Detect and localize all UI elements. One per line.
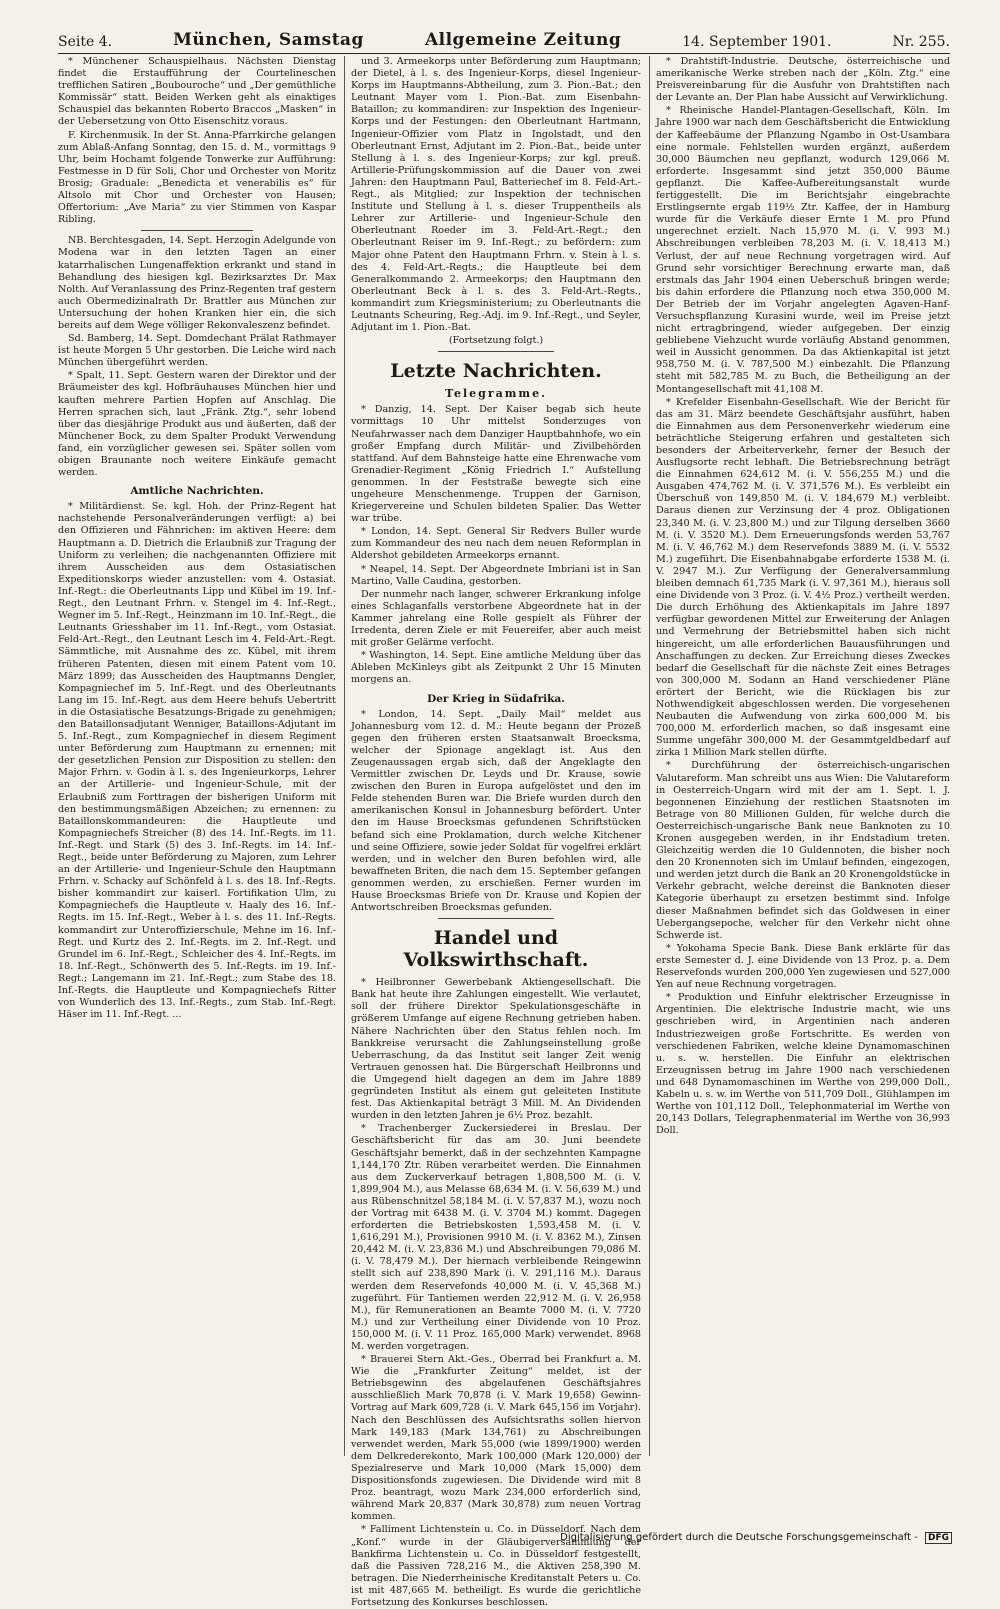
article: und 3. Armeekorps unter Beförderung zum Hauptmann; der Dietel, à l. s. des Ingenieur-Korps, diesel Ingenieur-Korps im Hauptmanns-Abtheilung, zum 3. Pion.-Bat.; den Leutnant Mayer vom 1. Pion.-Bat. zum Eisenbahn-Bataillon; zu kommandiren: zur Inspektion des Ingenieur-Korps und der Festungen: den Oberleutnant Hartmann, Ingenieur-Offizier vom Platz in Ingolstadt, und den Oberleutnant Ernst, Adjutant im 2. Pion.-Bat., beide unter Stellung à l. s. des Ingenieur-Korps; zur kgl. preuß. Artillerie-Prüfungskommission auf die Dauer von zwei Jahren: den Hauptmann Paul, Batteriechef im 8. Feld-Art.-Regt., als Mitglied; zur Inspektion der technischen Institute und Stellung à l. s. dieser Truppentheils als Lehrer zur Artillerie- und Ingenieur-Schule den Oberleutnant Roeder im 3. Feld-Art.-Regt.; den Oberleutnant Reiser im 9. Inf.-Regt.; zu befördern: zum Major ohne Patent den Hauptmann Frhrn. v. Stein à l. s. des 4. Feld-Art.-Regts.; die Hauptleute bei dem Generalkommando 2. Armeekorps; den Hauptmann den Oberleutnant Beck à l. s. des 3. Feld-Art.-Regts., kommandirt zum Kriegsministerium; zu Oberleutnants die Leutnants Scheuring, Reg.-Adj. im 9. Inf.-Regt., und Seyler, Adjutant im 1. Pion.-Bat. <box>351 56 641 334</box>
page-number: Seite 4. <box>58 34 113 50</box>
article: * Militärdienst. Se. kgl. Hoh. der Prinz-Regent hat nachstehende Personalveränderungen verfügt: a) bei den Offizieren und Fähnrichen: im aktiven Heere: dem Hauptmann a. D. Dietrich die Erlaubniß zur Tragung der Uniform zu verleihen; die nachgenannten Offiziere mit ihrem Ausscheiden aus dem Ostasiatischen Expeditionskorps wieder anzustellen: vom 4. Ostasiat. Inf.-Regt.: die Oberleutnants Lipp und Kübel im 19. Inf.-Regt., den Leutnant Frhrn. v. Stengel im 4. Inf.-Regt., Wegner im 5. Inf.-Regt., Heinzmann im 10. Inf.-Regt., die Leutnants Griesshaber im 11. Inf.-Regt., vom Ostasiat. Feld-Art.-Regt., den Leutnant Lesch im 4. Feld-Art.-Regt. Sämmtliche, mit Ausnahme des zc. Kübel, mit ihrem früheren Patenten, diesen mit einem Patent vom 10. März 1899; das Ausscheiden des Hauptmanns Dengler, Kompagniechef im 5. Inf.-Regt. und des Oberleutnants Lang im 15. Inf.-Regt. aus dem Heere behufs Uebertritt in die Ostasiatische Besatzungs-Brigade zu genehmigen; den Bataillonsadjutant Wenniger, Bataillons-Adjutant im 5. Inf.-Regt., zum Kompagniechef in diesem Regiment unter Beförderung zum Hauptmann zu ernennen; mit der gesetzlichen Pension zur Disposition zu stellen: den Major Frhrn. v. Godin à l. s. des Ingenieurkorps, Lehrer an der Artillerie- und Ingenieur-Schule, mit der Erlaubniß zum Forttragen der bisherigen Uniform mit den bestimmungsmäßigen Abzeichen; zu ernennen: zu Bataillonskommandeuren: die Hauptleute und Kompagniechefs Streicher (8) des 14. Inf.-Regts. im 11. Inf.-Regt. und Stark (5) des 3. Inf.-Regts. im 14. Inf.-Regt., beide unter Beförderung zu Majoren, zum Lehrer an der Artillerie- und Ingenieur-Schule den Hauptmann Frhrn. v. Schacky auf Schönfeld à l. s. des 18. Inf.-Regts. bisher kommandirt zur kaiserl. Fortifikation Ulm, zu Kompagniechefs die Hauptleute v. Haaly des 16. Inf.-Regts. im 15. Inf.-Regt., Weber à l. s. des 11. Inf.-Regts. kommandirt zur Unteroffizierschule, Mehne im 16. Inf.-Regt. und Kurtz des 2. Inf.-Regts. im 2. Inf.-Regt. und Grundel im 6. Inf.-Regt., Schleicher des 4. Inf.-Regts. im 18. Inf.-Regt., Schönwerth des 5. Inf.-Regts. im 19. Inf.-Regt.; Langemann im 21. Inf.-Regt.; zum Stabe des 18. Inf.-Regts. die Hauptleute und Kompagniechefs Ritter von Wunderlich des 13. Inf.-Regts., zum Stab. Inf.-Regt. Häser im 11. Inf.-Regt. ... <box>58 501 336 1021</box>
article: * Spalt, 11. Sept. Gestern waren der Direktor und der Bräumeister des kgl. Hofbräuhauses München hier und kauften mehrere Partien Hopfen auf Anschlag. Die Herren sprachen sich, laut „Fränk. Ztg.“, sehr lobend über das diesjährige Produkt aus und äußerten, daß der Münchener Bock, zu dem Spalter Produkt Verwendung fand, ein vorzüglicher gewesen sei. Später sollen vom obigen Braunante noch weitere Einkäufe gemacht werden. <box>58 370 336 479</box>
article: * Washington, 14. Sept. Eine amtliche Meldung über das Ableben McKinleys gibt als Zeitpunkt 2 Uhr 15 Minuten morgens an. <box>351 650 641 686</box>
column-2 <box>351 56 641 1608</box>
section-subheading: Telegramme. <box>445 387 547 401</box>
section-heading: Der Krieg in Südafrika. <box>427 692 565 705</box>
article: * Drahtstift-Industrie. Deutsche, österreichische und amerikanische Werke streben nach der „Köln. Ztg.“ eine Preisvereinbarung für die Ausfuhr von Drahtstiften nach der Levante an. Der Plan habe Aussicht auf Verwirklichung. <box>656 56 950 104</box>
column-1 <box>58 56 336 1456</box>
article: * Neapel, 14. Sept. Der Abgeordnete Imbriani ist in San Martino, Valle Caudina, gestorben. <box>351 563 641 587</box>
article: * London, 14. Sept. General Sir Redvers Buller wurde zum Kommandeur des neu nach dem neuen Reformplan in Aldershot gebildeten Armeekorps ernannt. <box>351 526 641 562</box>
divider <box>438 351 554 352</box>
dfg-logo: DFG <box>925 1532 952 1544</box>
article: * Danzig, 14. Sept. Der Kaiser begab sich heute vormittags 10 Uhr mittelst Sonderzuges von Neufahrwasser nach dem Danziger Hauptbahnhofe, wo ein großer Empfang durch Militär- und Zivilbehörden stattfand. Auf dem Bahnsteige hatte eine Ehrenwache vom Grenadier-Regiment „König Friedrich I.“ Aufstellung genommen. In der Feststraße bewegte sich eine ungeheure Menschenmenge. Truppen der Garnison, Kriegervereine und Schulen bildeten Spalier. Das Wetter war trübe. <box>351 404 641 525</box>
article: * Durchführung der österreichisch-ungarischen Valutareform. Man schreibt uns aus Wien: Die Valutareform in Oesterreich-Ungarn wird mit der am 1. Sept. l. J. begonnenen Einziehung der restlichen Staatsnoten im Betrage von 80 Millionen Gulden, für welche durch die Oesterreichisch-ungarische Bank neue Banknoten zu 10 Kronen ausgegeben werden, in ihr Endstadium treten. Gleichzeitig werden die 10 Guldennoten, die bisher noch den 20 Kronennoten sich im Umlauf befinden, eingezogen, und werden jetzt durch die Bank an 20 Kronengoldstücke in Verkehr gebracht, welche dereinst die Banknoten dieser Kategorie überhaupt zu ersetzen bestimmt sind. Infolge dieser Maßnahmen befindet sich das Goldwesen in einer Uebergangsepoche, welcher für den Verkehr nicht ohne Schwerde ist. <box>656 760 950 941</box>
article: * Münchener Schauspielhaus. Nächsten Dienstag findet die Erstaufführung der Courtelineschen trefflichen Satiren „Boubouroche“ und „Der gemüthliche Kommissär“ statt. Beiden Werken geht als einaktiges Schauspiel das bekannten Roberto Braccos „Masken“ in der Uebersetzung von Otto Eisenschitz voraus. <box>58 56 336 128</box>
article: * Produktion und Einfuhr elektrischer Erzeugnisse in Argentinien. Die elektrische Industrie macht, wie uns geschrieben wird, in Argentinien nach anderen Industriezweigen große Fortschritte. Es werden von verschiedenen Fabriken, welche kleine Dynamomaschinen u. s. w. herstellen. Die Einfuhr an elektrischen Erzeugnissen betrug im Jahre 1900 nach verschiedenen und 648 Dynamomaschinen im Werthe von 299,000 Doll., Kabeln u. s. w. im Werthe von 511,709 Doll., Glühlampen im Werthe von 101,112 Doll., Telephonmaterial im Werthe von 20,143 Dollars, Telegraphenmaterial im Werthe von 36,993 Doll. <box>656 992 950 1137</box>
digitization-credit <box>0 1532 1000 1545</box>
article: * Yokohama Specie Bank. Diese Bank erklärte für das erste Semester d. J. eine Dividende von 13 Proz. p. a. Dem Reservefonds wurden 200,000 Yen zugewiesen und 527,000 Yen auf neue Rechnung vorgetragen. <box>656 942 950 991</box>
divider <box>141 230 252 231</box>
article: * Heilbronner Gewerbebank Aktiengesellschaft. Die Bank hat heute ihre Zahlungen eingestellt. Wie verlautet, soll der frühere Direktor Spekulationsgeschäfte in größerem Umfange auf eigene Rechnung getrieben haben. Nähere Nachrichten über den Status fehlen noch. Im Bankkreise verursacht die Zahlungseinstellung große Ueberraschung, da das Institut seit langer Zeit wenig Vertrauen genossen hat. Die Bürgerschaft Heilbronns und die Umgegend hielt dagegen an dem im Jahre 1889 gegründeten Institut als einem gut geleiteten Institute fest. Das Aktienkapital beträgt 3 Mill. M. An Dividenden wurden in den letzten Jahren je 6½ Proz. bezahlt. <box>351 977 641 1122</box>
issue-number: Nr. 255. <box>892 34 950 50</box>
divider <box>438 918 554 919</box>
city-day: München, Samstag <box>173 30 364 50</box>
section-heading: Letzte Nachrichten. <box>390 360 602 383</box>
article: * Rheinische Handel-Plantagen-Gesellschaft, Köln. Im Jahre 1900 war nach dem Geschäftsbericht die Entwicklung der Kaffeebäume der Pflanzung Ngambo in Ost-Usambara eine normale. Fehlstellen wurden ergänzt, außerdem 30,000 Bäumchen neu gepflanzt, wodurch 129,066 M. erforderte. Insgesammt sind jetzt 350,000 Bäume gepflanzt. Die Kaffee-Aufbereitungsanstalt wurde fertiggestellt. Die im Berichtsjahr eingebrachte Erstlingsernte ergab 119½ Ztr. Kaffee, der in Hamburg wurde für die Verkäufe dieser Ernte 1 M. pro Pfund ungerechnet erzielt. Nach 15,970 M. (i. V. 993 M.) Abschreibungen verbleiben 78,203 M. (i. V. 18,413 M.) Verlust, der auf neue Rechnung vorgetragen wird. Auf Grund sehr vorsichtiger Berechnung erwarte man, daß erstmals das Jahr 1904 einen Ueberschuß bringen werde; bis dahin erfordere die Pflanzung noch etwa 350,000 M. Der Betrieb der im Vorjahr angelegten Agaven-Hanf-Versuchspflanzung Kurasini wurde, weil im Preise jetzt nicht ertragbringend, wieder aufgegeben. Der einzig gebliebene Viehzucht wurde vorläufig Abstand genommen, weil in Aussicht genommen. Da das Aktienkapital ist jetzt 958,750 M. (i. V. 787,500 M.) einbezahlt. Die Pflanzung steht mit 582,785 M. zu Buch, die Betheiligung an der Montangesellschaft mit 41,108 M. <box>656 105 950 395</box>
article: Sd. Bamberg, 14. Sept. Domdechant Prälat Rathmayer ist heute Morgen 5 Uhr gestorben. Die Leiche wird nach München übergeführt werden. <box>58 333 336 369</box>
page-header <box>58 26 950 54</box>
article: * London, 14. Sept. „Daily Mail“ meldet aus Johannesburg vom 12. d. M.: Heute begann der Prozeß gegen den früheren ersten Staatsanwalt Broecksma, welcher der Spionage angeklagt ist. Aus den Zeugenaussagen ergab sich, daß der Angeklagte den Vermittler zwischen Dr. Leyds und Dr. Krause, sowie zwischen den Buren in Europa aufgelöstet und den im Felde stehenden Buren war. Die Briefe wurden durch den amerikanischen Konsul in Johannesburg befördert. Unter den im Hause Broecksmas gefundenen Schriftstücken befand sich eine Proklamation, durch welche Kitchener und seine Offiziere, sowie jeder Soldat für vogelfrei erklärt werden, und in welcher den Buren befohlen wird, alle bewaffneten Briten, die nach dem 15. September gefangen genommen werden, zu erschießen. Ferner wurden im Hause Broecksmas Briefe von Dr. Krause und Kopien der Antwortschreiben Broecksmas gefunden. <box>351 708 641 914</box>
article: NB. Berchtesgaden, 14. Sept. Herzogin Adelgunde von Modena war in den letzten Tagen an einer katarrhalischen Lungenaffektion erkrankt und stand in Behandlung des hiesigen kgl. Bezirksarztes Dr. Max Nolth. Auf Veranlassung des Prinz-Regenten traf gestern auch Obermedizinalrath Dr. Brattler aus München zur Untersuchung der hohen Kranken hier ein, die sich bereits auf dem Wege völliger Rekonvaleszenz befindet. <box>58 235 336 331</box>
column-3 <box>656 56 950 1456</box>
continuation-note: (Fortsetzung folgt.) <box>448 335 544 347</box>
credit-text: Digitalisierung gefördert durch die Deutsche Forschungsgemeinschaft - <box>560 1532 918 1543</box>
section-heading: Handel und Volkswirthschaft. <box>403 927 589 972</box>
section-heading: Amtliche Nachrichten. <box>130 485 264 498</box>
article: * Brauerei Stern Akt.-Ges., Oberrad bei Frankfurt a. M. Wie die „Frankfurter Zeitung“ meldet, ist der Betriebsgewinn des abgelaufenen Geschäftsjahres ausschließlich Mark 70,878 (i. V. Mark 19,658) Gewinn-Vortrag auf Mark 609,728 (i. V. Mark 645,156 im Vorjahr). Nach den Beschlüssen des Aufsichtsraths sollen hiervon Mark 149,183 (Mark 134,761) zu Abschreibungen verwendet werden, Mark 55,000 (wie 1899/1900) werden dem Delkrederekonto, Mark 100,000 (Mark 120,000) der Spezialreserve und Mark 10,000 (Mark 15,000) dem Dispositionsfonds zugewiesen. Die Dividende wird mit 8 Proz. beantragt, wozu Mark 234,000 erforderlich sind, während Mark 20,837 (Mark 30,878) zum neuen Vortrag kommen. <box>351 1354 641 1523</box>
article: * Trachenberger Zuckersiederei in Breslau. Der Geschäftsbericht für das am 30. Juni beendete Geschäftsjahr bemerkt, daß in der sechzehnten Kampagne 1,144,170 Ztr. Rüben verarbeitet werden. Die Einnahmen aus dem Zuckerverkauf betragen 1,808,500 M. (i. V. 1,899,904 M.), aus Melasse 68,634 M. (i. V. 56,639 M.) und aus Rübenschnitzel 58,184 M. (i. V. 57,837 M.), wozu noch der Vortrag mit 6438 M. (i. V. 3704 M.) kommt. Dagegen erforderten die Betriebskosten 1,593,458 M. (i. V. 1,616,291 M.), Provisionen 9910 M. (i. V. 8362 M.), Zinsen 20,442 M. (i. V. 23,836 M.) und Abschreibungen 79,086 M. (i. V. 78,479 M.). Der hiernach verbleibende Reingewinn stellt sich auf 238,890 Mark (i. V. 291,116 M.). Daraus werden dem Reservefonds 40,000 M. (i. V. 45,368 M.) zugeführt. Für Tantiemen werden 22,912 M. (i. V. 26,958 M.), für Remunerationen an Beamte 7000 M. (i. V. 7720 M.) und zur Vertheilung einer Dividende von 10 Proz. 150,000 M. (i. V. 11 Proz. 165,000 Mark) verwendet. 8968 M. werden vorgetragen. <box>351 1123 641 1352</box>
article: Der nunmehr nach langer, schwerer Erkrankung infolge eines Schlaganfalls verstorbene Abgeordnete hat in der Kammer jahrelang eine Rolle gespielt als Führer der Irredenta, deren Ziele er mit Feuereifer, aber auch meist mit großer Gelärme verfocht. <box>351 588 641 649</box>
article: F. Kirchenmusik. In der St. Anna-Pfarrkirche gelangen zum Ablaß-Anfang Sonntag, den 15. d. M., vormittags 9 Uhr, beim Hochamt folgende Tonwerke zur Aufführung: Festmesse in D für Soli, Chor und Orchester von Moritz Brosig; Graduale: „Benedicta et venerabilis es“ für Altsolo mit Chor und Orchester von Hausen; Offertorium: „Ave Maria“ zu vier Stimmen von Kaspar Ribling. <box>58 129 336 226</box>
newspaper-title: Allgemeine Zeitung <box>424 30 622 50</box>
article: * Falliment Lichtenstein u. Co. in Düsseldorf. Nach dem „Konf.“ wurde in der Gläubigerversammlung der Bankfirma Lichtenstein u. Co. in Düsseldorf festgestellt, daß die Passiven 728,216 M., die Aktiven 258,390 M. betragen. Die Niederrheinische Kreditanstalt Peters u. Co. ist mit 487,665 M. betheiligt. Es wurde die gerichtliche Fortsetzung des Konkurses beschlossen. <box>351 1524 641 1608</box>
issue-date: 14. September 1901. <box>682 34 832 50</box>
article: * Krefelder Eisenbahn-Gesellschaft. Wie der Bericht für das am 31. März beendete Geschäftsjahr ausführt, haben die Einnahmen aus dem Personenverkehr wiederum eine beträchtliche Steigerung erfahren und gestalteten sich besonders der Arbeiterverkehr, ferner der Besuch der Ausflugsorte recht lebhaft. Die Betriebsrechnung beträgt die Einnahmen 624,612 M. (i. V. 556,255 M.) und die Ausgaben 474,762 M. (i. V. 371,576 M.). Es verbleibt ein Überschuß von 149,850 M. (i. V. 184,679 M.) verbleibt. Daraus dienen zur Verzinsung der 4 proz. Obligationen 23,340 M. (i. V. 23,800 M.) und zur Tilgung derselben 3660 M. (i. V. 3520 M.). Dem Erneuerungsfonds werden 53,767 M. (i. V. 46,762 M.) dem Reservefonds 3889 M. (i. V. 5532 M.) zugeführt. Die Eisenbahnabgabe erforderte 1538 M. (i. V. 2947 M.). Zur Verfügung der Generalversammlung bleiben demnach 61,735 Mark (i. V. 97,361 M.), hieraus soll eine Dividende von 3 Proz. (i. V. 4½ Proz.) vertheilt werden. Die durch Erhöhung des Aktienkapitals im Jahre 1897 verfügbar gewordenen Mittel zur Erweiterung der Anlagen und Vermehrung der Betriebsmittel haben sich nicht hingereicht, um alle erforderlichen Bauausführungen und Anschaffungen zu decken. Zur Erreichung dieses Zweckes bedarf die Gesellschaft für die nächste Zeit eines Betrages von 300,000 M. Sodann an Hand verschiedener Pläne erörtert der Bericht, wie die Rücklagen bis zur Nothwendigkeit abgeschlossen werden. Die vorgesehenen Neubauten die Aufwendung von zirka 600,000 M. bis 700,000 M. erforderlich machen, so daß insgesamt eine Summe ungefähr 300,000 M. der Gesammtgeldbedarf auf zirka 1 Million Mark stellen dürfte. <box>656 396 950 759</box>
